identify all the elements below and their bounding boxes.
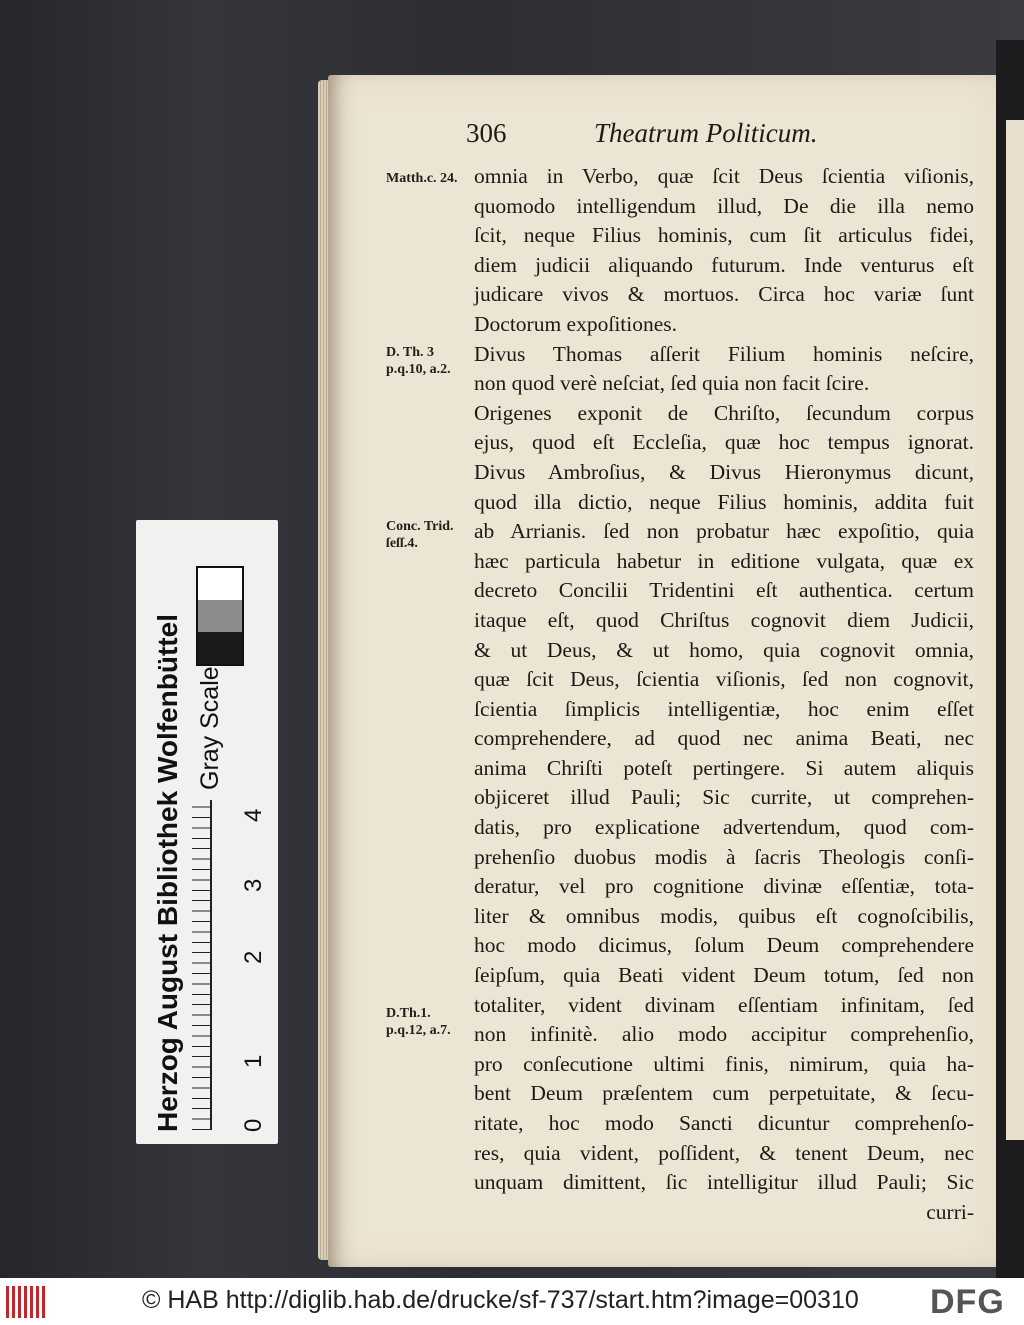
dfg-logo: DFG <box>930 1283 1005 1321</box>
text-line: prehenſio duobus modis à ſacris Theologis conſi- <box>474 844 974 869</box>
text-line: datis, pro explicatione advertendum, quod com- <box>474 815 974 840</box>
catchword: curri- <box>926 1199 974 1224</box>
page-header <box>466 118 886 158</box>
text-line: Divus Ambroſius, & Divus Hieronymus dicunt, <box>474 459 974 484</box>
text-line: non infinitè. alio modo accipitur comprehenſio, <box>474 1022 974 1047</box>
running-title: Theatrum Politicum. <box>594 118 818 148</box>
text-line: omnia in Verbo, quæ ſcit Deus ſcientia viſionis, <box>474 164 974 188</box>
text-line: ab Arrianis. ſed non probatur hæc expoſitio, quia <box>474 519 974 544</box>
text-line: anima Chriſti poteſt pertingere. Si autem aliquis <box>474 755 974 780</box>
text-line: quomodo intelligendum illud, De die illa nemo <box>474 193 974 218</box>
gray-swatches <box>196 566 244 666</box>
text-line: liter & omnibus modis, quibus eſt cognoſcibilis, <box>474 903 974 928</box>
text-line: quod illa dictio, neque Filius hominis, addita fuit <box>474 489 974 514</box>
margin-note: Matth.c. 24. <box>386 171 458 186</box>
ruler <box>192 800 212 1130</box>
text-line: hæc particula habetur in editione vulgata, quæ ex <box>474 548 974 573</box>
margin-note: Conc. Trid. ſeſſ.4. <box>386 519 454 551</box>
text-line: pro conſecutione ultimi finis, nimirum, quia ha- <box>474 1051 974 1076</box>
ruler-number: 0 <box>240 1118 267 1132</box>
text-line: hoc modo dicimus, ſolum Deum comprehendere <box>474 933 974 958</box>
text-line: diem judicii aliquando futurum. Inde venturus eſt <box>474 252 974 277</box>
text-line: deratur, vel pro cognitione divinæ eſſentiæ, tota- <box>474 874 974 899</box>
ruler-number: 3 <box>240 878 267 892</box>
swatch-gray <box>198 600 242 632</box>
ruler-number: 1 <box>240 1054 267 1068</box>
text-line: comprehendere, ad quod nec anima Beati, nec <box>474 726 974 751</box>
ruler-number: 4 <box>240 808 267 822</box>
ruler-number: 2 <box>240 950 267 964</box>
text-line: totaliter, vident divinam eſſentiam infinitam, ſed <box>474 992 974 1017</box>
text-line: res, quia vident, poſſident, & tenent Deum, nec <box>474 1140 974 1165</box>
footer-bar <box>0 1278 1024 1325</box>
hab-logo-icon <box>6 1286 46 1318</box>
text-line: judicare vivos & mortuos. Circa hoc variæ ſunt <box>474 282 974 307</box>
body-text <box>474 162 974 1227</box>
text-line: non quod verè neſciat, ſed quia non facit ſcire. <box>474 371 870 396</box>
text-line: Doctorum expoſitiones. <box>474 311 678 336</box>
footer-link[interactable]: © HAB http://diglib.hab.de/drucke/sf-737/start.htm?image=00310 <box>142 1286 859 1314</box>
text-line: objiceret illud Pauli; Sic currite, ut comprehen- <box>474 785 974 810</box>
gray-scale-label: Gray Scale <box>196 666 224 790</box>
text-line: Origenes exponit de Chriſto, ſecundum corpus <box>474 400 974 425</box>
text-line: & ut Deus, & ut homo, quia cognovit omnia, <box>474 637 974 662</box>
margin-note: D.Th.1. p.q.12, a.7. <box>386 1006 451 1038</box>
swatch-white <box>198 568 242 600</box>
text-line: ſeipſum, quia Beati vident Deum totum, ſed non <box>474 963 974 988</box>
text-line: bent Deum præſentem cum perpetuitate, & ſecu- <box>474 1081 974 1106</box>
text-line: ſcit, neque Filius hominis, cum ſit articulus fidei, <box>474 223 974 248</box>
text-line: ritate, hoc modo Sancti dicuntur comprehenſo- <box>474 1111 974 1135</box>
card-title: Herzog August Bibliothek Wolfenbüttel <box>152 614 183 1132</box>
text-line: decreto Concilii Tridentini eſt authentica. certum <box>474 578 974 603</box>
text-line: ejus, quod eſt Eccleſia, quæ hoc tempus ignorat. <box>474 430 974 455</box>
text-line: ſcientia ſimplicis intelligentiæ, hoc enim eſſet <box>474 696 974 721</box>
text-line: unquam dimittent, ſic intelligitur illud Pauli; Sic <box>474 1170 974 1195</box>
text-line: itaque eſt, quod Chriſtus cognovit diem Judicii, <box>474 607 974 632</box>
facing-page-edge <box>1006 120 1024 1140</box>
page-number: 306 <box>466 118 507 148</box>
text-line: Divus Thomas aſſerit Filium hominis neſcire, <box>474 341 974 366</box>
margin-note: D. Th. 3 p.q.10, a.2. <box>386 345 451 377</box>
text-line: quæ ſcit Deus, ſcientia viſionis, ſed non cognovit, <box>474 667 974 692</box>
